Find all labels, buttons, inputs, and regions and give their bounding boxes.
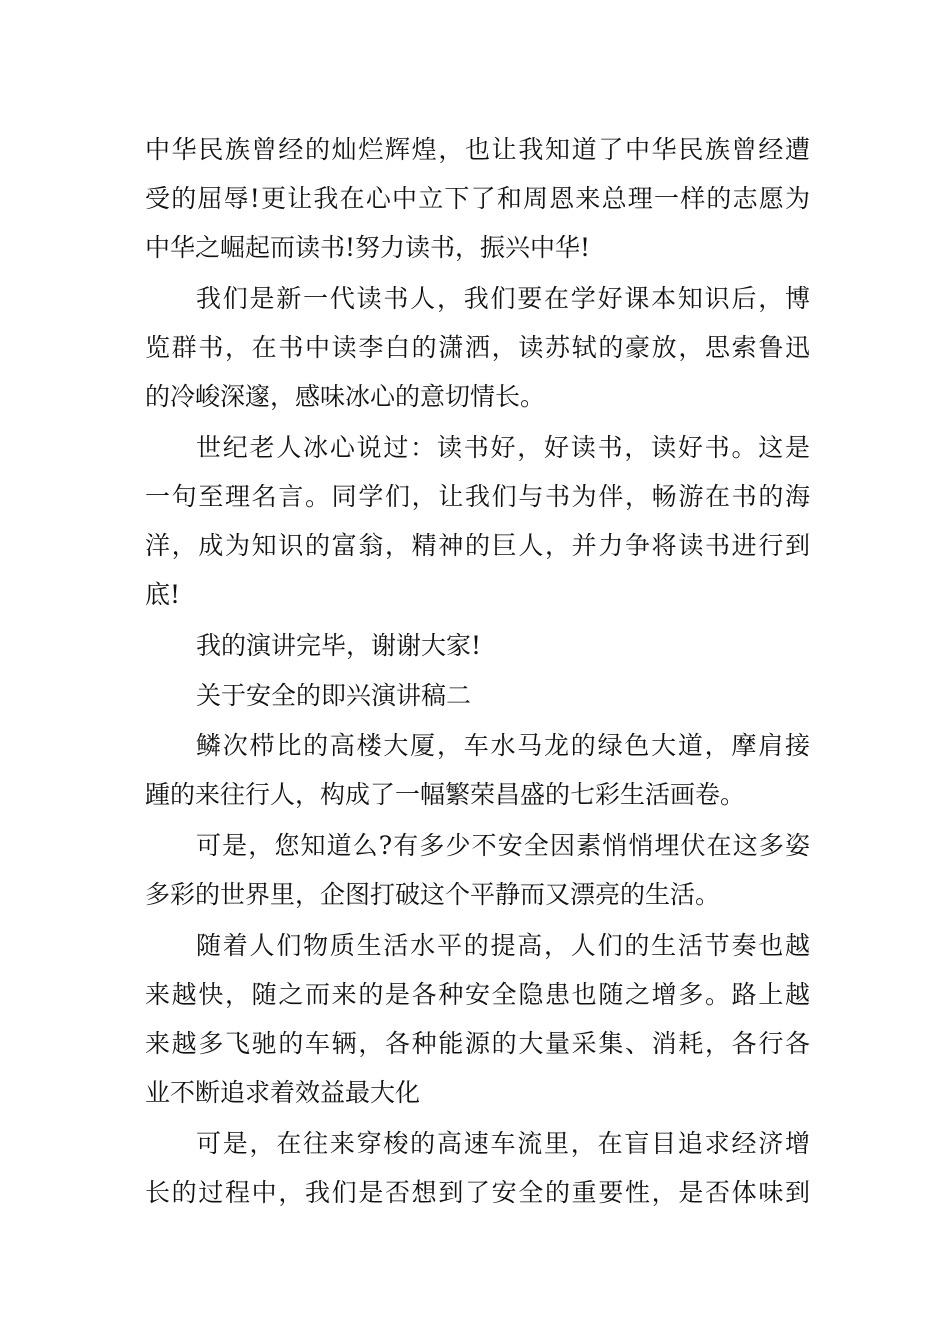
text-line: 业不断追求着效益最大化 (145, 1078, 421, 1107)
paragraph-first-line: 世纪老人冰心说过：读书好，好读书，读好书。这是 (196, 433, 810, 462)
paragraph-first-line: 可是，您知道么?有多少不安全因素悄悄埋伏在这多姿 (196, 831, 810, 860)
text-line: 一句至理名言。同学们，让我们与书为伴，畅游在书的海 (145, 482, 810, 511)
text-line: 来越多飞驰的车辆，各种能源的大量采集、消耗，各行各 (145, 1029, 810, 1058)
text-line: 洋，成为知识的富翁，精神的巨人，并力争将读书进行到 (145, 531, 810, 560)
text-line: 来越快，随之而来的是各种安全隐患也随之增多。路上越 (145, 980, 810, 1009)
text-line: 多彩的世界里，企图打破这个平静而又漂亮的生活。 (145, 880, 721, 909)
paragraph-first-line: 随着人们物质生活水平的提高，人们的生活节奏也越 (196, 931, 810, 960)
text-line: 长的过程中，我们是否想到了安全的重要性，是否体味到 (145, 1178, 810, 1207)
text-line: 底! (145, 580, 181, 609)
section-title: 关于安全的即兴演讲稿二 (196, 681, 472, 710)
paragraph-first-line: 可是，在往来穿梭的高速车流里，在盲目追求经济增 (196, 1129, 810, 1158)
text-line: 的冷峻深邃，感味冰心的意切情长。 (145, 382, 546, 411)
text-line: 中华民族曾经的灿烂辉煌，也让我知道了中华民族曾经遭 (145, 135, 810, 164)
paragraph-first-line: 鳞次栉比的高楼大厦，车水马龙的绿色大道，摩肩接 (196, 731, 810, 760)
paragraph-first-line: 我们是新一代读书人，我们要在学好课本知识后，博 (196, 284, 810, 313)
text-line: 踵的来往行人，构成了一幅繁荣昌盛的七彩生活画卷。 (145, 780, 746, 809)
text-line: 中华之崛起而读书!努力读书，振兴中华! (145, 233, 591, 262)
text-line: 览群书，在书中读李白的潇洒，读苏轼的豪放，思索鲁迅 (145, 333, 810, 362)
closing-line: 我的演讲完毕，谢谢大家! (196, 631, 482, 660)
text-line: 受的屈辱!更让我在心中立下了和周恩来总理一样的志愿为 (145, 184, 810, 213)
